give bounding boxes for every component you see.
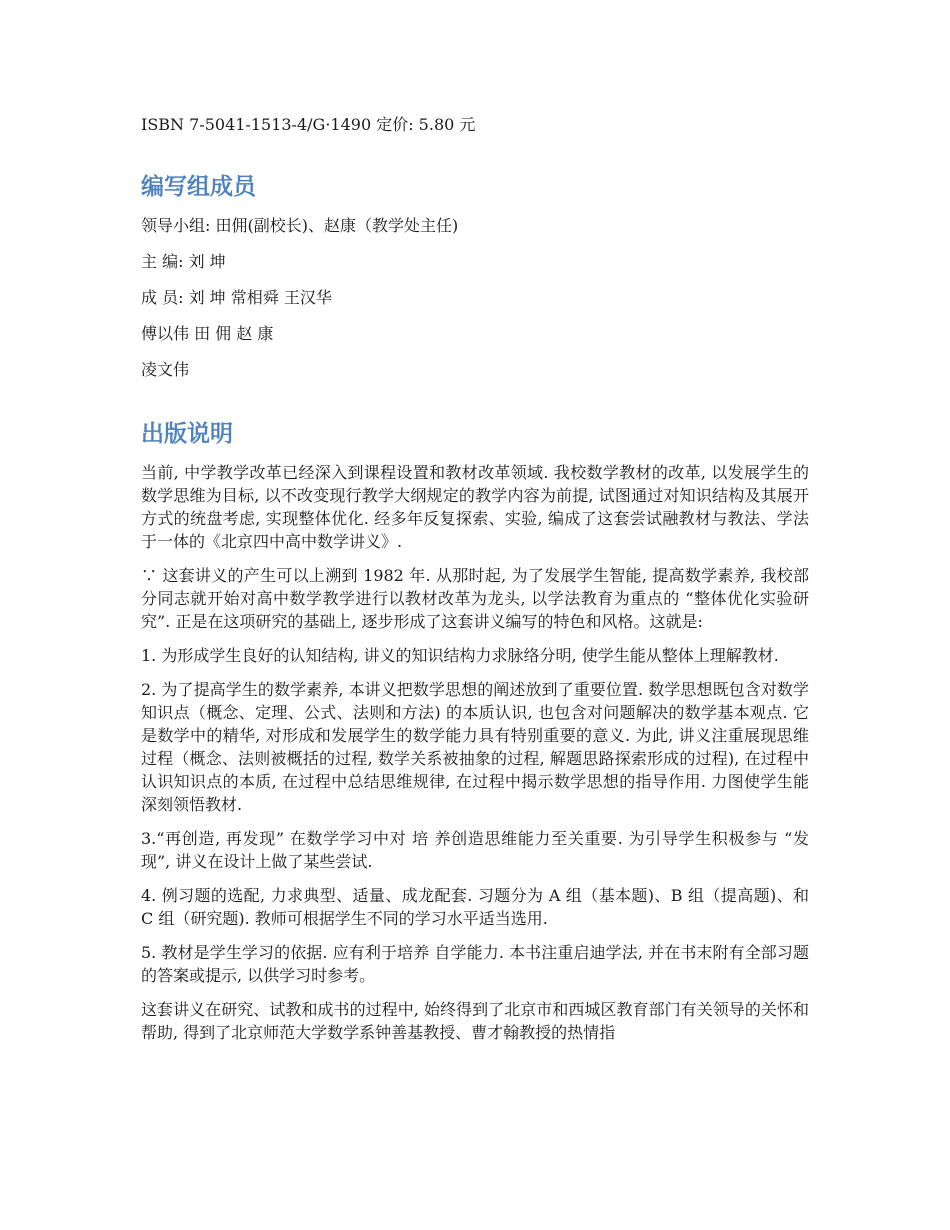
list-item: 2. 为了提高学生的数学素养, 本讲义把数学思想的阐述放到了重要位置. 数学思想既包含对数学知识点（概念、定理、公式、法则和方法) 的本质认识, 也包含对问题解决的数学基本观点. 它是数学中的精华, 对形成和发展学生的数学能力具有特别重要的意义. 为此, 讲义注重展现思维过程（概念、法则被概括的过程, 数学关系被抽象的过程, 解题思路探索形成的过程), 在过程中认识知识点的本质, 在过程中总结思维规律, 在过程中揭示数学思想的指导作用. 力图使学生能深刻领悟教材.	[141, 680, 809, 814]
list-item: 3.“再创造, 再发现” 在数学学习中对 培 养创造思维能力至关重要. 为引导学生积极参与 “发现”, 讲义在设计上做了某些尝试.	[141, 829, 809, 871]
leadership-group-line: 领导小组: 田佣(副校长)、赵康（教学处主任)	[141, 216, 459, 235]
chief-editor-line: 主 编: 刘 坤	[141, 252, 226, 271]
isbn-price-line: ISBN 7-5041-1513-4/G·1490 定价: 5.80 元	[141, 115, 476, 134]
paragraph: 这套讲义在研究、试教和成书的过程中, 始终得到了北京市和西城区教育部门有关领导的关怀和帮助, 得到了北京师范大学数学系钟善基教授、曹才翰教授的热情指	[141, 1000, 809, 1042]
members-list	[141, 215, 458, 395]
paragraph: ∵ 这套讲义的产生可以上溯到 1982 年. 从那时起, 为了发展学生智能, 提高数学素养, 我校部分同志就开始对高中数学教学进行以教材改革为龙头, 以学法教育为重点的 “整体优化实验研究”. 正是在这项研究的基础上, 逐步形成了这套讲义编写的特色和风格。这就是:	[141, 566, 809, 631]
members-heading: 编写组成员	[141, 174, 256, 200]
publication-notes-heading: 出版说明	[141, 421, 233, 447]
list-item: 5. 教材是学生学习的依据. 应有利于培养 自学能力. 本书注重启迪学法, 并在书末附有全部习题的答案或提示, 以供学习时参考。	[141, 943, 809, 985]
publication-notes-body	[141, 461, 809, 1055]
members-line-continued: 傅以伟 田 佣 赵 康	[141, 324, 274, 343]
paragraph: 当前, 中学教学改革已经深入到课程设置和教材改革领域. 我校数学教材的改革, 以发展学生的数学思维为目标, 以不改变现行教学大纲规定的教学内容为前提, 试图通过对知识结构及其展开方式的统盘考虑, 实现整体优化. 经多年反复探索、实验, 编成了这套尝试融教材与教法、学法于一体的《北京四中高中数学讲义》.	[141, 463, 809, 551]
members-line: 成 员: 刘 坤 常相舜 王汉华	[141, 288, 332, 307]
list-item: 1. 为形成学生良好的认知结构, 讲义的知识结构力求脉络分明, 使学生能从整体上理解教材.	[141, 646, 779, 665]
members-line-last: 凌文伟	[141, 360, 190, 379]
list-item: 4. 例习题的选配, 力求典型、适量、成龙配套. 习题分为 A 组（基本题)、B 组（提高题)、和 C 组（研究题). 教师可根据学生不同的学习水平适当选用.	[141, 886, 809, 928]
